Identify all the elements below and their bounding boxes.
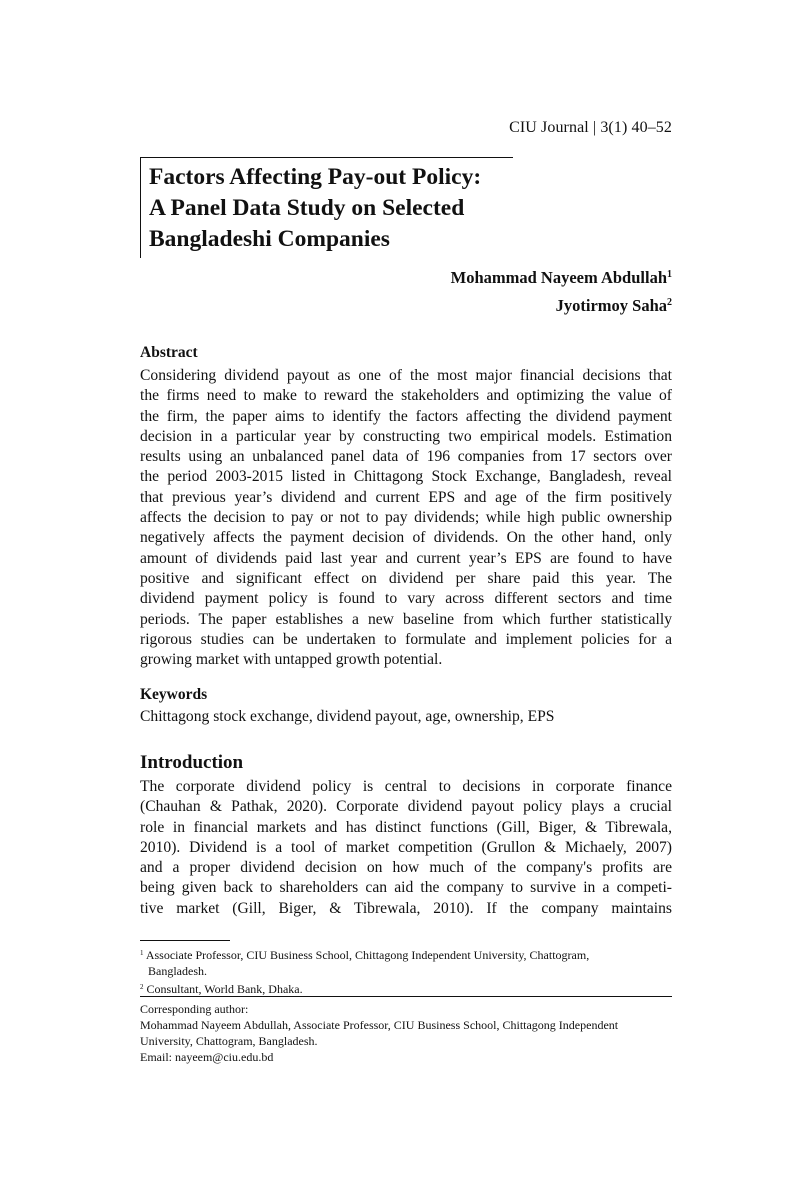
introduction-line: being given back to shareholders can aid the company to survive in a competi- bbox=[140, 879, 672, 897]
corresponding-author bbox=[140, 1001, 680, 1065]
title-line: A Panel Data Study on Selected bbox=[149, 195, 465, 221]
journal-header: CIU Journal | 3(1) 40–52 bbox=[509, 119, 672, 136]
abstract-line: growing market with untapped growth potential. bbox=[140, 651, 443, 669]
footnote-text: Consultant, World Bank, Dhaka. bbox=[146, 982, 303, 996]
abstract-line: rigorous studies can be undertaken to formulate and implement policies for a bbox=[140, 630, 672, 648]
abstract-line: the firm, the paper aims to identify the factors affecting the dividend payment bbox=[140, 407, 672, 425]
author-name: Jyotirmoy Saha bbox=[555, 296, 667, 315]
introduction-body bbox=[140, 777, 672, 919]
corresponding-line: Corresponding author: bbox=[140, 1002, 249, 1016]
author bbox=[451, 262, 672, 290]
introduction-line: tive market (Gill, Biger, & Tibrewala, 2010). If the company maintains bbox=[140, 899, 672, 917]
corresponding-divider bbox=[140, 996, 672, 997]
abstract-heading: Abstract bbox=[140, 344, 198, 361]
author bbox=[451, 290, 672, 318]
keywords-heading: Keywords bbox=[140, 686, 208, 703]
introduction-line: 2010). Dividend is a tool of market competition (Grullon & Michaely, 2007) bbox=[140, 838, 672, 856]
corresponding-email: Email: nayeem@ciu.edu.bd bbox=[140, 1050, 274, 1064]
abstract-line: results using an unbalanced panel data of 196 companies from 17 sectors over bbox=[140, 448, 672, 466]
footnote-text: Associate Professor, CIU Business School, Chittagong Independent University, Chattogram, bbox=[145, 948, 590, 962]
keywords-text bbox=[140, 707, 672, 727]
corresponding-line: University, Chattogram, Bangladesh. bbox=[140, 1034, 318, 1048]
abstract-body bbox=[140, 366, 672, 670]
abstract-line: periods. The paper establishes a new baseline from which further statistically bbox=[140, 610, 672, 628]
abstract-line: that previous year’s dividend and current EPS and age of the firm positively bbox=[140, 488, 672, 506]
abstract-line: the firms need to make to reward the stakeholders and optimizing the value of bbox=[140, 387, 672, 405]
footnote-divider bbox=[140, 940, 230, 941]
author-list bbox=[451, 262, 672, 318]
introduction-line: The corporate dividend policy is central to decisions in corporate finance bbox=[140, 778, 672, 795]
abstract-line: negatively affects the payment decision of dividends. On the other hand, only bbox=[140, 529, 672, 547]
abstract-line: positive and significant effect on dividend per share paid this year. The bbox=[140, 569, 672, 587]
author-footnote-mark: 1 bbox=[667, 269, 672, 280]
abstract-line: amount of dividends paid last year and current year’s EPS are found to have bbox=[140, 549, 672, 567]
abstract-line: Considering dividend payout as one of the most major financial decisions that bbox=[140, 367, 672, 384]
footnotes bbox=[140, 945, 672, 997]
title-line: Factors Affecting Pay-out Policy: bbox=[149, 164, 482, 190]
abstract-line: decision in a particular year by constructing two empirical models. Estimation bbox=[140, 427, 672, 445]
title-block bbox=[140, 157, 513, 258]
introduction-heading: Introduction bbox=[140, 752, 244, 773]
footnote bbox=[140, 945, 672, 963]
abstract-line: affects the decision to pay or not to pay dividends; while high public ownership bbox=[140, 509, 672, 527]
title-line: Bangladeshi Companies bbox=[149, 226, 390, 252]
corresponding-line: Mohammad Nayeem Abdullah, Associate Professor, CIU Business School, Chittagong Independent bbox=[140, 1018, 619, 1032]
footnote-mark: 1 bbox=[140, 949, 144, 957]
paper-title bbox=[141, 158, 513, 255]
author-name: Mohammad Nayeem Abdullah bbox=[450, 268, 667, 287]
introduction-line: role in financial markets and has distinct functions (Gill, Biger, & Tibrewala, bbox=[140, 818, 672, 836]
abstract-line: dividend payment policy is found to vary across different sectors and time bbox=[140, 590, 672, 608]
introduction-line: (Chauhan & Pathak, 2020). Corporate dividend payout policy plays a crucial bbox=[140, 798, 672, 816]
introduction-line: and a proper dividend decision on how much of the company's profits are bbox=[140, 859, 672, 877]
abstract-line: the period 2003-2015 listed in Chittagong Stock Exchange, Bangladesh, reveal bbox=[140, 468, 672, 486]
footnote-mark: 2 bbox=[140, 983, 144, 991]
author-footnote-mark: 2 bbox=[667, 297, 672, 308]
footnote-continuation: Bangladesh. bbox=[148, 964, 207, 978]
keywords-line: Chittagong stock exchange, dividend payout, age, ownership, EPS bbox=[140, 708, 555, 725]
footnote bbox=[140, 979, 672, 997]
